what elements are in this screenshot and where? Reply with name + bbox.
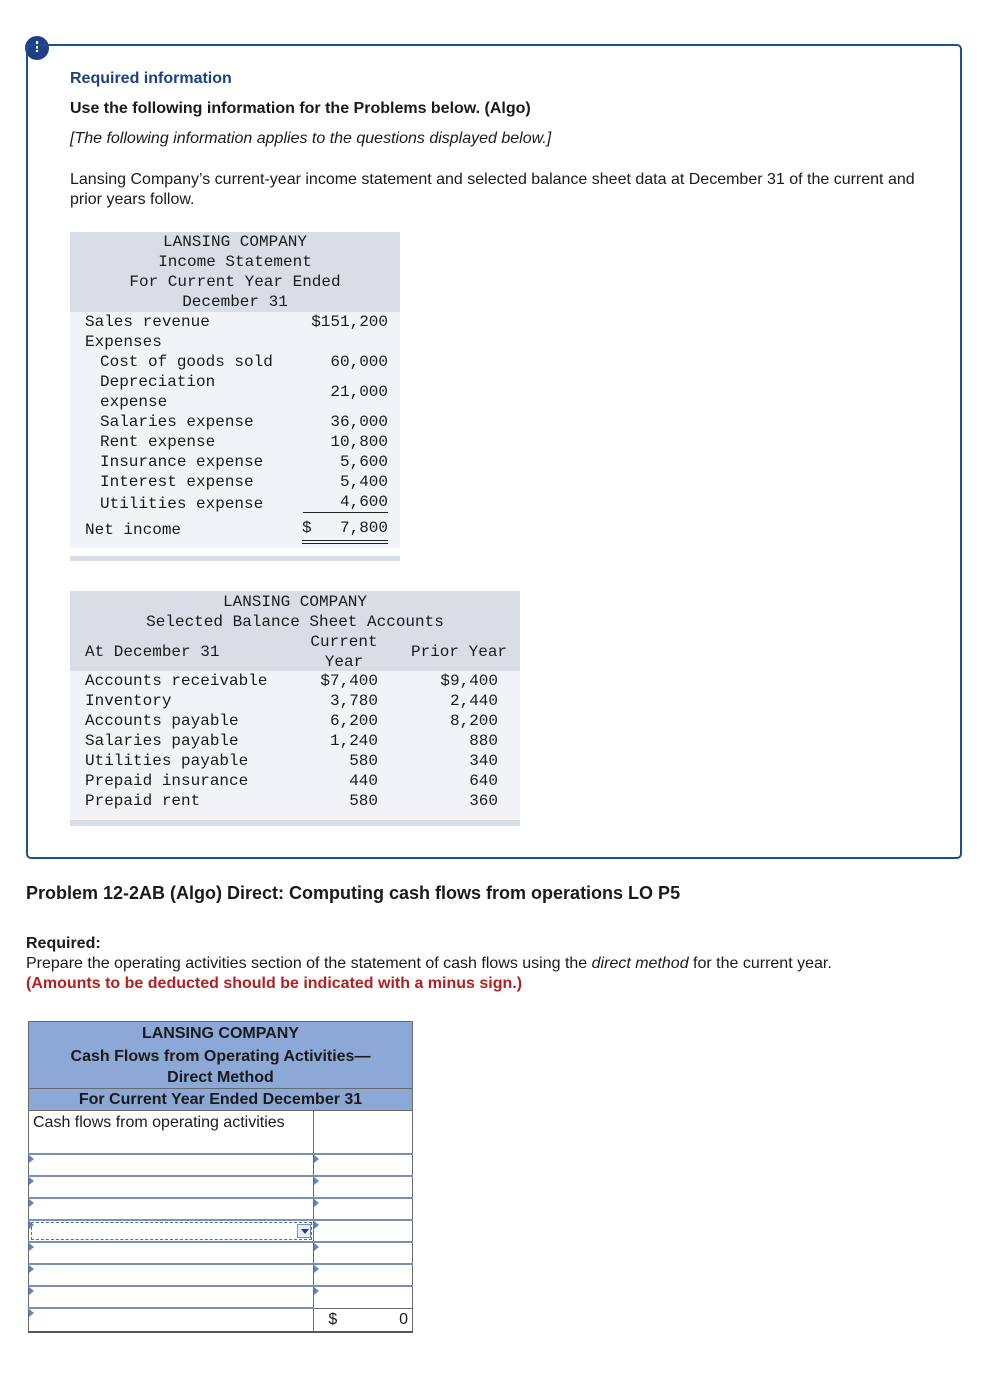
sales-revenue-label: Sales revenue	[85, 313, 210, 331]
cash-flow-period: For Current Year Ended December 31	[29, 1089, 413, 1111]
balance-title: Selected Balance Sheet Accounts	[146, 613, 444, 631]
total-dollar-sign: $	[328, 1310, 338, 1328]
balance-row-prior: $9,400	[440, 672, 498, 690]
required-information-heading: Required information	[70, 70, 232, 87]
section-label-cell	[29, 1111, 314, 1155]
description-input[interactable]	[29, 1242, 314, 1264]
balance-row-label: Accounts payable	[85, 712, 239, 730]
expenses-label: Expenses	[85, 333, 162, 351]
expense-value: 4,600	[303, 492, 388, 513]
expense-value: 5,600	[339, 453, 388, 471]
balance-row-label: Prepaid rent	[85, 792, 201, 810]
expense-value: 5,400	[339, 473, 388, 491]
expense-value: 60,000	[330, 353, 388, 371]
direct-method-emphasis: direct method	[591, 955, 689, 972]
expense-label: Salaries expense	[100, 413, 254, 431]
expense-label: Utilities expense	[100, 495, 264, 513]
balance-sheet-body	[70, 671, 520, 819]
balance-row-prior: 640	[469, 772, 498, 790]
description-dropdown[interactable]	[29, 1220, 314, 1242]
expense-label-continued: expense	[100, 393, 168, 411]
amount-input[interactable]	[314, 1220, 413, 1242]
amount-input[interactable]	[314, 1154, 413, 1176]
amount-input[interactable]	[314, 1242, 413, 1264]
balance-sheet-header	[70, 591, 520, 671]
total-description-input[interactable]	[29, 1308, 314, 1332]
cash-flow-table	[28, 1021, 413, 1333]
balance-company-name: LANSING COMPANY	[222, 593, 368, 611]
required-text-part-2: for the current year.	[688, 955, 832, 972]
minus-sign-note: (Amounts to be deducted should be indicated with a minus sign.)	[26, 975, 523, 992]
section-label: Cash flows from operating activities	[33, 1114, 285, 1131]
balance-row-current: 440	[349, 772, 378, 790]
expense-value: 36,000	[330, 413, 388, 431]
expense-label: Cost of goods sold	[100, 353, 273, 371]
col-prior-year: Prior Year	[411, 643, 508, 661]
balance-row-label: Inventory	[85, 692, 172, 710]
balance-row-label: Salaries payable	[85, 732, 239, 750]
required-label: Required:	[26, 935, 101, 952]
balance-row-current: 6,200	[329, 712, 378, 730]
balance-row-prior: 340	[469, 752, 498, 770]
cash-flow-title-line-2: Direct Method	[167, 1069, 274, 1086]
problem-title: Problem 12-2AB (Algo) Direct: Computing cash flows from operations LO P5	[26, 883, 681, 903]
balance-row-label: Accounts receivable	[85, 672, 268, 690]
amount-input[interactable]	[314, 1198, 413, 1220]
balance-row-current: 3,780	[329, 692, 378, 710]
col-current-year-line-1: Current	[310, 633, 378, 651]
balance-row-label: Prepaid insurance	[85, 772, 249, 790]
description-input[interactable]	[29, 1198, 314, 1220]
income-period-line-1: For Current Year Ended	[129, 273, 341, 291]
balance-row-prior: 2,440	[449, 692, 498, 710]
description-input[interactable]	[29, 1176, 314, 1198]
balance-row-current: 1,240	[329, 732, 378, 750]
use-following-info-heading: Use the following information for the Problems below. (Algo)	[70, 100, 531, 117]
applies-note: [The following information applies to the questions displayed below.]	[70, 130, 552, 147]
amount-input[interactable]	[314, 1264, 413, 1286]
total-value: 0	[399, 1310, 408, 1328]
sales-revenue-value: $151,200	[311, 313, 388, 331]
balance-row-label: Utilities payable	[85, 752, 249, 770]
col-current-year-line-2: Year	[324, 653, 364, 671]
income-statement-footer	[70, 556, 400, 561]
expense-label: Depreciation	[100, 373, 216, 391]
balance-row-current: $7,400	[320, 672, 378, 690]
net-income-dollar: $	[302, 519, 312, 537]
total-cell	[314, 1308, 413, 1332]
section-amount-cell	[314, 1111, 413, 1155]
balance-row-prior: 880	[469, 732, 498, 750]
income-title: Income Statement	[158, 253, 312, 271]
required-instructions	[26, 955, 832, 973]
net-income-value: 7,800	[339, 519, 388, 537]
amount-input[interactable]	[314, 1286, 413, 1308]
income-statement-body	[70, 312, 400, 548]
balance-row-current: 580	[349, 752, 378, 770]
net-income-label: Net income	[85, 521, 182, 539]
double-underline	[302, 540, 388, 544]
income-statement-header	[70, 232, 400, 312]
expense-label: Rent expense	[100, 433, 216, 451]
balance-sheet-footer	[70, 820, 520, 826]
description-input[interactable]	[29, 1286, 314, 1308]
cash-flow-header	[29, 1022, 413, 1089]
balance-row-prior: 8,200	[449, 712, 498, 730]
description-input[interactable]	[29, 1264, 314, 1286]
amount-input[interactable]	[314, 1176, 413, 1198]
intro-paragraph: Lansing Company’s current-year income statement and selected balance sheet data at December 31 of the current and prior years follow.	[70, 171, 915, 208]
balance-row-current: 580	[349, 792, 378, 810]
required-text-part-1: Prepare the operating activities section of the statement of cash flows using the	[26, 955, 592, 972]
cash-flow-company: LANSING COMPANY	[141, 1025, 300, 1042]
expense-label: Insurance expense	[100, 453, 264, 471]
col-at-december: At December 31	[85, 643, 220, 661]
balance-row-prior: 360	[469, 792, 498, 810]
expense-label: Interest expense	[100, 473, 254, 491]
income-company-name: LANSING COMPANY	[162, 233, 308, 251]
alert-icon: !	[25, 36, 49, 60]
expense-value: 10,800	[330, 433, 388, 451]
expense-value: 21,000	[330, 383, 388, 401]
chevron-down-icon[interactable]	[297, 1224, 311, 1238]
cash-flow-title-line-1: Cash Flows from Operating Activities—	[70, 1048, 371, 1065]
description-input[interactable]	[29, 1154, 314, 1176]
income-period-line-2: December 31	[182, 293, 288, 311]
